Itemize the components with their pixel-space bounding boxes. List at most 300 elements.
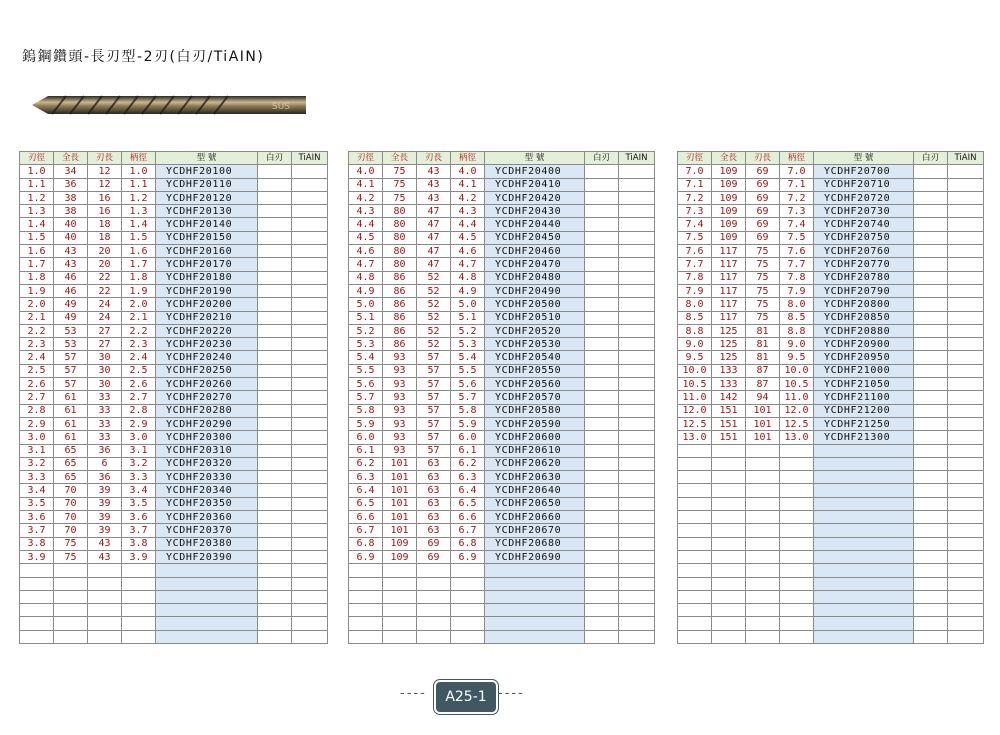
empty-cell xyxy=(814,577,914,590)
empty-cell xyxy=(122,617,156,630)
flute-length-cell: 69 xyxy=(746,205,780,218)
table-row xyxy=(349,338,655,351)
blade-diameter-cell: 6.2 xyxy=(349,457,383,470)
table-row xyxy=(20,471,328,484)
empty-cell xyxy=(619,258,655,271)
empty-cell xyxy=(678,577,712,590)
empty-cell xyxy=(948,364,984,377)
empty-cell xyxy=(292,165,328,178)
empty-cell xyxy=(619,165,655,178)
empty-cell xyxy=(780,564,814,577)
flute-length-cell: 57 xyxy=(417,417,451,430)
empty-cell xyxy=(292,324,328,337)
empty-cell xyxy=(914,391,948,404)
empty-cell xyxy=(88,577,122,590)
shank-diameter-cell: 6.7 xyxy=(451,524,485,537)
table-row xyxy=(349,511,655,524)
empty-cell xyxy=(619,630,655,643)
empty-cell xyxy=(948,630,984,643)
flute-length-cell: 57 xyxy=(417,404,451,417)
shank-diameter-cell: 3.2 xyxy=(122,457,156,470)
table-row xyxy=(20,191,328,204)
empty-cell xyxy=(780,537,814,550)
empty-cell xyxy=(292,178,328,191)
empty-cell xyxy=(712,471,746,484)
empty-cell xyxy=(585,205,619,218)
empty-cell xyxy=(619,524,655,537)
flute-length-cell: 47 xyxy=(417,231,451,244)
table-row xyxy=(678,298,984,311)
flute-length-cell: 39 xyxy=(88,511,122,524)
overall-length-cell: 93 xyxy=(383,417,417,430)
empty-cell xyxy=(914,564,948,577)
empty-cell xyxy=(292,271,328,284)
blade-diameter-cell: 3.5 xyxy=(20,497,54,510)
model-number-cell: YCDHF20230 xyxy=(156,338,258,351)
empty-cell xyxy=(258,537,292,550)
empty-cell xyxy=(258,191,292,204)
empty-cell xyxy=(258,511,292,524)
empty-cell xyxy=(451,617,485,630)
overall-length-cell: 75 xyxy=(54,537,88,550)
model-number-cell: YCDHF20100 xyxy=(156,165,258,178)
model-number-cell: YCDHF20420 xyxy=(485,191,585,204)
overall-length-cell: 65 xyxy=(54,444,88,457)
shank-diameter-cell: 7.8 xyxy=(780,271,814,284)
shank-diameter-cell: 3.7 xyxy=(122,524,156,537)
overall-length-cell: 61 xyxy=(54,417,88,430)
shank-diameter-cell: 1.3 xyxy=(122,205,156,218)
flute-length-cell: 75 xyxy=(746,311,780,324)
table-row xyxy=(678,311,984,324)
empty-cell xyxy=(619,231,655,244)
flute-length-cell: 22 xyxy=(88,284,122,297)
model-number-cell: YCDHF20770 xyxy=(814,258,914,271)
overall-length-cell: 49 xyxy=(54,298,88,311)
overall-length-cell: 61 xyxy=(54,404,88,417)
shank-diameter-cell: 6.3 xyxy=(451,471,485,484)
empty-cell xyxy=(914,338,948,351)
flute-length-cell: 57 xyxy=(417,431,451,444)
overall-length-cell: 80 xyxy=(383,218,417,231)
flute-length-cell: 20 xyxy=(88,258,122,271)
shank-diameter-cell: 3.6 xyxy=(122,511,156,524)
model-number-cell: YCDHF20720 xyxy=(814,191,914,204)
flute-length-cell: 30 xyxy=(88,378,122,391)
empty-cell xyxy=(948,324,984,337)
shank-diameter-cell: 7.6 xyxy=(780,245,814,258)
empty-cell xyxy=(746,577,780,590)
model-number-cell: YCDHF20710 xyxy=(814,178,914,191)
col-shank-diameter: 柄徑 xyxy=(780,152,814,165)
blade-diameter-cell: 2.4 xyxy=(20,351,54,364)
model-number-cell: YCDHF20690 xyxy=(485,550,585,563)
empty-cell xyxy=(914,471,948,484)
empty-cell xyxy=(258,431,292,444)
empty-cell xyxy=(54,590,88,603)
empty-cell xyxy=(746,550,780,563)
empty-cell xyxy=(619,218,655,231)
empty-cell xyxy=(619,191,655,204)
blade-diameter-cell: 10.5 xyxy=(678,378,712,391)
empty-cell xyxy=(585,231,619,244)
blade-diameter-cell: 7.8 xyxy=(678,271,712,284)
empty-cell xyxy=(88,617,122,630)
blade-diameter-cell: 1.2 xyxy=(20,191,54,204)
flute-length-cell: 52 xyxy=(417,338,451,351)
model-number-cell: YCDHF20780 xyxy=(814,271,914,284)
blade-diameter-cell: 11.0 xyxy=(678,391,712,404)
shank-diameter-cell: 10.0 xyxy=(780,364,814,377)
model-number-cell: YCDHF20680 xyxy=(485,537,585,550)
blade-diameter-cell: 12.5 xyxy=(678,417,712,430)
empty-cell xyxy=(948,471,984,484)
empty-cell xyxy=(585,364,619,377)
empty-cell xyxy=(619,284,655,297)
empty-cell xyxy=(258,524,292,537)
empty-cell xyxy=(585,178,619,191)
blade-diameter-cell: 4.4 xyxy=(349,218,383,231)
model-number-cell: YCDHF20650 xyxy=(485,497,585,510)
empty-cell xyxy=(914,351,948,364)
table-row xyxy=(349,457,655,470)
empty-cell xyxy=(948,245,984,258)
table-row xyxy=(20,351,328,364)
blade-diameter-cell: 6.6 xyxy=(349,511,383,524)
empty-cell xyxy=(619,471,655,484)
empty-cell xyxy=(383,630,417,643)
flute-length-cell: 57 xyxy=(417,444,451,457)
empty-cell xyxy=(585,471,619,484)
empty-cell xyxy=(948,298,984,311)
empty-cell xyxy=(258,417,292,430)
blade-diameter-cell: 6.4 xyxy=(349,484,383,497)
empty-cell xyxy=(619,391,655,404)
empty-cell xyxy=(292,258,328,271)
table-row xyxy=(349,218,655,231)
table-row xyxy=(349,497,655,510)
table-row xyxy=(678,497,984,510)
flute-length-cell: 20 xyxy=(88,245,122,258)
model-number-cell: YCDHF20310 xyxy=(156,444,258,457)
table-row xyxy=(349,351,655,364)
empty-cell xyxy=(349,630,383,643)
flute-length-cell: 6 xyxy=(88,457,122,470)
shank-diameter-cell: 9.0 xyxy=(780,338,814,351)
blade-diameter-cell: 6.5 xyxy=(349,497,383,510)
model-number-cell: YCDHF20630 xyxy=(485,471,585,484)
empty-cell xyxy=(746,630,780,643)
blade-diameter-cell: 3.1 xyxy=(20,444,54,457)
blade-diameter-cell: 5.5 xyxy=(349,364,383,377)
model-number-cell: YCDHF20730 xyxy=(814,205,914,218)
empty-cell xyxy=(746,537,780,550)
table-row xyxy=(20,378,328,391)
empty-cell xyxy=(383,564,417,577)
empty-cell xyxy=(258,457,292,470)
empty-cell xyxy=(585,431,619,444)
empty-cell xyxy=(948,617,984,630)
empty-cell xyxy=(914,444,948,457)
shank-diameter-cell: 5.1 xyxy=(451,311,485,324)
blade-diameter-cell: 3.2 xyxy=(20,457,54,470)
table-row xyxy=(349,444,655,457)
empty-cell xyxy=(585,444,619,457)
blade-diameter-cell: 3.3 xyxy=(20,471,54,484)
model-number-cell: YCDHF20570 xyxy=(485,391,585,404)
shank-diameter-cell: 2.7 xyxy=(122,391,156,404)
model-number-cell: YCDHF20700 xyxy=(814,165,914,178)
overall-length-cell: 109 xyxy=(712,191,746,204)
empty-cell xyxy=(619,271,655,284)
table-row xyxy=(20,524,328,537)
flute-length-cell: 52 xyxy=(417,298,451,311)
table-row xyxy=(678,550,984,563)
blade-diameter-cell: 5.0 xyxy=(349,298,383,311)
model-number-cell: YCDHF20750 xyxy=(814,231,914,244)
table-row xyxy=(678,444,984,457)
model-number-cell: YCDHF20550 xyxy=(485,364,585,377)
table-row xyxy=(349,537,655,550)
shank-diameter-cell: 7.4 xyxy=(780,218,814,231)
empty-cell xyxy=(585,165,619,178)
table-row xyxy=(678,284,984,297)
empty-cell xyxy=(780,444,814,457)
empty-cell xyxy=(619,497,655,510)
table-row xyxy=(349,178,655,191)
flute-length-cell: 43 xyxy=(417,178,451,191)
shank-diameter-cell: 4.7 xyxy=(451,258,485,271)
table-row xyxy=(20,178,328,191)
shank-diameter-cell: 8.8 xyxy=(780,324,814,337)
overall-length-cell: 34 xyxy=(54,165,88,178)
empty-cell xyxy=(914,511,948,524)
empty-cell xyxy=(678,497,712,510)
blade-diameter-cell: 4.6 xyxy=(349,245,383,258)
empty-cell xyxy=(712,497,746,510)
flute-length-cell: 57 xyxy=(417,351,451,364)
shank-diameter-cell: 2.6 xyxy=(122,378,156,391)
flute-length-cell: 43 xyxy=(417,191,451,204)
flute-length-cell: 63 xyxy=(417,484,451,497)
blade-diameter-cell: 10.0 xyxy=(678,364,712,377)
empty-cell xyxy=(814,511,914,524)
col-tiain: TiAIN xyxy=(948,152,984,165)
empty-cell xyxy=(451,577,485,590)
shank-diameter-cell: 4.0 xyxy=(451,165,485,178)
blade-diameter-cell: 5.6 xyxy=(349,378,383,391)
overall-length-cell: 117 xyxy=(712,271,746,284)
overall-length-cell: 117 xyxy=(712,258,746,271)
table-row xyxy=(678,564,984,577)
empty-cell xyxy=(156,564,258,577)
flute-length-cell: 12 xyxy=(88,165,122,178)
flute-length-cell: 75 xyxy=(746,245,780,258)
flute-length-cell: 75 xyxy=(746,271,780,284)
empty-cell xyxy=(678,617,712,630)
empty-cell xyxy=(914,271,948,284)
empty-cell xyxy=(948,165,984,178)
empty-cell xyxy=(814,550,914,563)
table-row xyxy=(349,431,655,444)
model-number-cell: YCDHF20340 xyxy=(156,484,258,497)
flute-length-cell: 12 xyxy=(88,178,122,191)
empty-cell xyxy=(914,577,948,590)
empty-cell xyxy=(712,590,746,603)
empty-cell xyxy=(619,617,655,630)
empty-cell xyxy=(914,298,948,311)
empty-cell xyxy=(258,471,292,484)
table-row xyxy=(678,617,984,630)
shank-diameter-cell: 2.9 xyxy=(122,417,156,430)
empty-cell xyxy=(258,298,292,311)
empty-cell xyxy=(712,537,746,550)
table-row xyxy=(20,391,328,404)
empty-cell xyxy=(585,391,619,404)
empty-cell xyxy=(292,231,328,244)
table-row xyxy=(678,590,984,603)
empty-cell xyxy=(451,590,485,603)
empty-cell xyxy=(54,577,88,590)
col-flute-length: 刃長 xyxy=(88,152,122,165)
flute-length-cell: 47 xyxy=(417,245,451,258)
model-number-cell: YCDHF20760 xyxy=(814,245,914,258)
overall-length-cell: 117 xyxy=(712,284,746,297)
empty-cell xyxy=(258,324,292,337)
overall-length-cell: 70 xyxy=(54,524,88,537)
empty-cell xyxy=(292,484,328,497)
empty-cell xyxy=(914,590,948,603)
empty-cell xyxy=(619,444,655,457)
blade-diameter-cell: 1.8 xyxy=(20,271,54,284)
empty-cell xyxy=(948,404,984,417)
table-row xyxy=(678,471,984,484)
empty-cell xyxy=(619,537,655,550)
table-row xyxy=(349,604,655,617)
overall-length-cell: 53 xyxy=(54,324,88,337)
empty-cell xyxy=(349,590,383,603)
empty-cell xyxy=(678,457,712,470)
flute-length-cell: 63 xyxy=(417,457,451,470)
empty-cell xyxy=(258,617,292,630)
overall-length-cell: 36 xyxy=(54,178,88,191)
empty-cell xyxy=(258,391,292,404)
table-row xyxy=(20,564,328,577)
table-row xyxy=(678,431,984,444)
col-shank-diameter: 柄徑 xyxy=(451,152,485,165)
flute-length-cell: 57 xyxy=(417,364,451,377)
empty-cell xyxy=(122,590,156,603)
empty-cell xyxy=(746,457,780,470)
model-number-cell: YCDHF20140 xyxy=(156,218,258,231)
shank-diameter-cell: 7.2 xyxy=(780,191,814,204)
blade-diameter-cell: 7.4 xyxy=(678,218,712,231)
spec-table-3 xyxy=(677,151,984,644)
empty-cell xyxy=(678,511,712,524)
overall-length-cell: 75 xyxy=(383,191,417,204)
empty-cell xyxy=(619,417,655,430)
table-row xyxy=(20,617,328,630)
overall-length-cell: 93 xyxy=(383,391,417,404)
table-row xyxy=(678,178,984,191)
empty-cell xyxy=(585,284,619,297)
col-flute-length: 刃長 xyxy=(417,152,451,165)
empty-cell xyxy=(914,417,948,430)
shank-diameter-cell: 4.2 xyxy=(451,191,485,204)
empty-cell xyxy=(914,630,948,643)
empty-cell xyxy=(54,604,88,617)
shank-diameter-cell: 5.0 xyxy=(451,298,485,311)
empty-cell xyxy=(780,590,814,603)
blade-diameter-cell: 7.9 xyxy=(678,284,712,297)
page-number-badge: A25-1 xyxy=(434,680,498,714)
empty-cell xyxy=(780,550,814,563)
overall-length-cell: 46 xyxy=(54,284,88,297)
empty-cell xyxy=(619,604,655,617)
model-number-cell: YCDHF20460 xyxy=(485,245,585,258)
shank-diameter-cell: 6.4 xyxy=(451,484,485,497)
empty-cell xyxy=(122,577,156,590)
blade-diameter-cell: 7.2 xyxy=(678,191,712,204)
blade-diameter-cell: 5.1 xyxy=(349,311,383,324)
empty-cell xyxy=(585,324,619,337)
shank-diameter-cell: 7.5 xyxy=(780,231,814,244)
blade-diameter-cell: 1.0 xyxy=(20,165,54,178)
blade-diameter-cell: 8.5 xyxy=(678,311,712,324)
blade-diameter-cell: 5.8 xyxy=(349,404,383,417)
empty-cell xyxy=(780,457,814,470)
col-overall-length: 全長 xyxy=(54,152,88,165)
empty-cell xyxy=(292,205,328,218)
empty-cell xyxy=(585,630,619,643)
model-number-cell: YCDHF20240 xyxy=(156,351,258,364)
blade-diameter-cell: 1.1 xyxy=(20,178,54,191)
empty-cell xyxy=(814,564,914,577)
empty-cell xyxy=(948,311,984,324)
empty-cell xyxy=(292,577,328,590)
col-uncoated: 白刃 xyxy=(914,152,948,165)
empty-cell xyxy=(485,617,585,630)
empty-cell xyxy=(746,444,780,457)
flute-length-cell: 52 xyxy=(417,284,451,297)
table-row xyxy=(678,324,984,337)
empty-cell xyxy=(746,511,780,524)
flute-length-cell: 27 xyxy=(88,338,122,351)
model-number-cell: YCDHF20850 xyxy=(814,311,914,324)
model-number-cell: YCDHF20480 xyxy=(485,271,585,284)
blade-diameter-cell: 4.1 xyxy=(349,178,383,191)
flute-length-cell: 69 xyxy=(746,165,780,178)
table-row xyxy=(20,271,328,284)
empty-cell xyxy=(585,311,619,324)
empty-cell xyxy=(914,604,948,617)
blade-diameter-cell: 9.5 xyxy=(678,351,712,364)
model-number-cell: YCDHF20950 xyxy=(814,351,914,364)
empty-cell xyxy=(292,604,328,617)
shank-diameter-cell: 1.4 xyxy=(122,218,156,231)
model-number-cell: YCDHF20260 xyxy=(156,378,258,391)
empty-cell xyxy=(292,378,328,391)
empty-cell xyxy=(780,471,814,484)
blade-diameter-cell: 5.4 xyxy=(349,351,383,364)
overall-length-cell: 86 xyxy=(383,324,417,337)
shank-diameter-cell: 4.4 xyxy=(451,218,485,231)
model-number-cell: YCDHF20670 xyxy=(485,524,585,537)
empty-cell xyxy=(914,364,948,377)
shank-diameter-cell: 13.0 xyxy=(780,431,814,444)
col-tiain: TiAIN xyxy=(292,152,328,165)
blade-diameter-cell: 2.0 xyxy=(20,298,54,311)
